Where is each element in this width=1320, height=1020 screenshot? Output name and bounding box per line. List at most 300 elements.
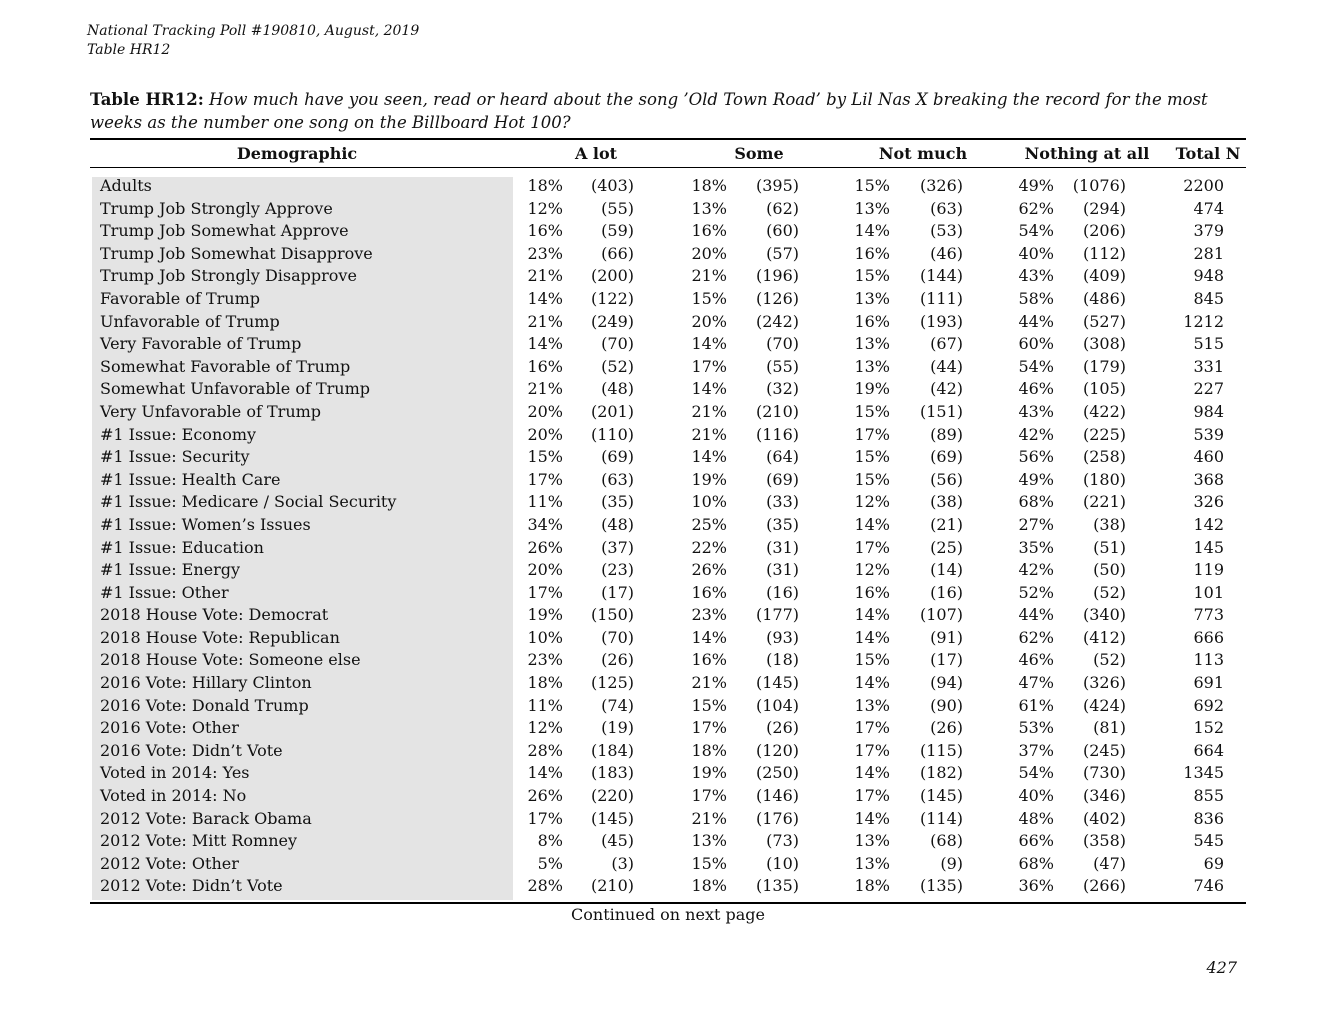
- table-row: [0, 604, 1320, 627]
- table-row: [0, 424, 1320, 447]
- cell-some-pct: 15%: [691, 288, 727, 308]
- cell-some-n: (55): [766, 356, 799, 376]
- cell-not-much-pct: 14%: [854, 605, 890, 625]
- cell-some-n: (126): [755, 288, 799, 308]
- row-label: Very Unfavorable of Trump: [100, 401, 322, 421]
- cell-total-n: 664: [1193, 740, 1224, 760]
- cell-not-much-pct: 13%: [854, 198, 890, 218]
- cell-a-lot-n: (184): [590, 740, 634, 760]
- cell-nothing-pct: 52%: [1018, 582, 1054, 602]
- cell-some-n: (31): [766, 537, 799, 557]
- cell-nothing-n: (412): [1082, 627, 1126, 647]
- cell-some-n: (62): [766, 198, 799, 218]
- caption-question: How much have you seen, read or heard about the song ’Old Town Road’ by Lil Nas X breaking the record for the most weeks as the number one song on the Billboard Hot 100?: [90, 90, 1208, 132]
- cell-nothing-pct: 68%: [1018, 492, 1054, 512]
- cell-total-n: 1345: [1183, 763, 1224, 783]
- row-label: #1 Issue: Economy: [100, 424, 257, 444]
- row-label: 2016 Vote: Donald Trump: [100, 695, 309, 715]
- cell-total-n: 474: [1193, 198, 1224, 218]
- cell-nothing-pct: 35%: [1018, 537, 1054, 557]
- cell-some-pct: 19%: [691, 763, 727, 783]
- cell-nothing-n: (308): [1082, 334, 1126, 354]
- cell-not-much-pct: 13%: [854, 356, 890, 376]
- cell-not-much-n: (193): [919, 311, 963, 331]
- header-rule: [90, 167, 1246, 168]
- cell-not-much-pct: 13%: [854, 695, 890, 715]
- cell-not-much-n: (38): [930, 492, 963, 512]
- cell-a-lot-pct: 16%: [527, 356, 563, 376]
- cell-not-much-n: (42): [930, 379, 963, 399]
- cell-some-n: (395): [755, 176, 799, 195]
- cell-a-lot-n: (403): [590, 176, 634, 195]
- table-row: [0, 175, 1320, 198]
- cell-not-much-pct: 14%: [854, 763, 890, 783]
- cell-a-lot-pct: 5%: [537, 853, 563, 873]
- cell-nothing-pct: 42%: [1018, 424, 1054, 444]
- row-label: Voted in 2014: Yes: [100, 763, 250, 783]
- table-row: [0, 649, 1320, 672]
- continued-note: Continued on next page: [571, 905, 765, 924]
- cell-nothing-pct: 60%: [1018, 334, 1054, 354]
- table-row: [0, 446, 1320, 469]
- cell-a-lot-n: (35): [601, 492, 634, 512]
- cell-total-n: 460: [1193, 447, 1224, 467]
- table-id: Table HR12: [87, 42, 171, 58]
- cell-nothing-pct: 56%: [1018, 447, 1054, 467]
- row-label: Voted in 2014: No: [100, 786, 247, 806]
- cell-a-lot-n: (48): [601, 514, 634, 534]
- cell-a-lot-n: (59): [601, 221, 634, 241]
- cell-not-much-pct: 13%: [854, 334, 890, 354]
- table-row: [0, 311, 1320, 334]
- table-caption: [90, 88, 1240, 134]
- table-row: [0, 717, 1320, 740]
- cell-nothing-n: (424): [1082, 695, 1126, 715]
- cell-not-much-pct: 14%: [854, 221, 890, 241]
- cell-nothing-pct: 49%: [1018, 469, 1054, 489]
- cell-nothing-n: (221): [1082, 492, 1126, 512]
- cell-nothing-n: (340): [1082, 605, 1126, 625]
- cell-total-n: 281: [1193, 243, 1224, 263]
- cell-a-lot-pct: 16%: [527, 221, 563, 241]
- row-label: #1 Issue: Security: [100, 447, 250, 467]
- cell-some-n: (116): [755, 424, 799, 444]
- cell-some-pct: 10%: [691, 492, 727, 512]
- table-row: [0, 762, 1320, 785]
- row-label: Trump Job Somewhat Disapprove: [100, 243, 373, 263]
- cell-nothing-pct: 44%: [1018, 311, 1054, 331]
- cell-not-much-pct: 15%: [854, 650, 890, 670]
- cell-some-pct: 25%: [691, 514, 727, 534]
- cell-nothing-n: (180): [1082, 469, 1126, 489]
- cell-not-much-n: (94): [930, 673, 963, 693]
- cell-total-n: 845: [1193, 288, 1224, 308]
- table-row: [0, 514, 1320, 537]
- cell-not-much-n: (111): [919, 288, 963, 308]
- table-row: [0, 785, 1320, 808]
- row-label: 2016 Vote: Hillary Clinton: [100, 673, 312, 693]
- cell-not-much-pct: 13%: [854, 853, 890, 873]
- cell-some-pct: 16%: [691, 650, 727, 670]
- cell-nothing-n: (179): [1082, 356, 1126, 376]
- row-label: #1 Issue: Women’s Issues: [100, 514, 311, 534]
- cell-nothing-n: (258): [1082, 447, 1126, 467]
- cell-nothing-n: (402): [1082, 808, 1126, 828]
- cell-total-n: 379: [1193, 221, 1224, 241]
- cell-some-n: (196): [755, 266, 799, 286]
- cell-not-much-n: (326): [919, 176, 963, 195]
- cell-a-lot-n: (74): [601, 695, 634, 715]
- row-label: 2012 Vote: Other: [100, 853, 239, 873]
- cell-a-lot-pct: 18%: [527, 673, 563, 693]
- cell-some-pct: 16%: [691, 582, 727, 602]
- cell-some-pct: 18%: [691, 176, 727, 195]
- cell-not-much-n: (9): [940, 853, 963, 873]
- row-label: 2012 Vote: Barack Obama: [100, 808, 312, 828]
- cell-a-lot-pct: 20%: [527, 424, 563, 444]
- cell-nothing-pct: 40%: [1018, 786, 1054, 806]
- row-label: 2012 Vote: Didn’t Vote: [100, 876, 283, 896]
- table-row: [0, 198, 1320, 221]
- cell-not-much-n: (89): [930, 424, 963, 444]
- cell-a-lot-n: (63): [601, 469, 634, 489]
- cell-not-much-n: (46): [930, 243, 963, 263]
- cell-nothing-n: (47): [1093, 853, 1126, 873]
- row-label: #1 Issue: Medicare / Social Security: [100, 492, 397, 512]
- cell-a-lot-pct: 26%: [527, 537, 563, 557]
- cell-not-much-n: (17): [930, 650, 963, 670]
- cell-some-n: (73): [766, 831, 799, 851]
- cell-some-n: (32): [766, 379, 799, 399]
- table-row: [0, 559, 1320, 582]
- cell-nothing-n: (206): [1082, 221, 1126, 241]
- table-row: [0, 220, 1320, 243]
- cell-some-pct: 13%: [691, 831, 727, 851]
- table-row: [0, 288, 1320, 311]
- cell-not-much-n: (53): [930, 221, 963, 241]
- table-row: [0, 582, 1320, 605]
- cell-not-much-n: (115): [919, 740, 963, 760]
- table-row: [0, 537, 1320, 560]
- cell-nothing-n: (346): [1082, 786, 1126, 806]
- cell-a-lot-pct: 21%: [527, 266, 563, 286]
- cell-total-n: 1212: [1183, 311, 1224, 331]
- cell-nothing-pct: 40%: [1018, 243, 1054, 263]
- cell-a-lot-pct: 28%: [527, 876, 563, 896]
- cell-some-pct: 15%: [691, 853, 727, 873]
- cell-a-lot-n: (17): [601, 582, 634, 602]
- column-header-nothing-at-all: Nothing at all: [1024, 144, 1150, 163]
- cell-a-lot-n: (110): [590, 424, 634, 444]
- cell-nothing-pct: 46%: [1018, 650, 1054, 670]
- cell-a-lot-n: (45): [601, 831, 634, 851]
- cell-some-pct: 14%: [691, 447, 727, 467]
- row-label: 2016 Vote: Other: [100, 718, 239, 738]
- cell-not-much-n: (25): [930, 537, 963, 557]
- cell-total-n: 145: [1193, 537, 1224, 557]
- row-label: Trump Job Somewhat Approve: [100, 221, 349, 241]
- cell-a-lot-pct: 17%: [527, 808, 563, 828]
- table-row: [0, 333, 1320, 356]
- cell-some-pct: 18%: [691, 876, 727, 896]
- cell-some-pct: 23%: [691, 605, 727, 625]
- cell-total-n: 666: [1193, 627, 1224, 647]
- cell-nothing-n: (81): [1093, 718, 1126, 738]
- cell-a-lot-pct: 20%: [527, 401, 563, 421]
- cell-not-much-n: (151): [919, 401, 963, 421]
- cell-not-much-n: (26): [930, 718, 963, 738]
- cell-nothing-n: (326): [1082, 673, 1126, 693]
- cell-total-n: 101: [1193, 582, 1224, 602]
- cell-a-lot-pct: 21%: [527, 311, 563, 331]
- cell-nothing-n: (51): [1093, 537, 1126, 557]
- cell-not-much-pct: 19%: [854, 379, 890, 399]
- cell-nothing-n: (245): [1082, 740, 1126, 760]
- table-top-rule: [90, 138, 1246, 140]
- cell-not-much-pct: 17%: [854, 740, 890, 760]
- cell-a-lot-pct: 21%: [527, 379, 563, 399]
- cell-not-much-n: (144): [919, 266, 963, 286]
- table-bottom-rule: [90, 902, 1246, 904]
- cell-nothing-pct: 53%: [1018, 718, 1054, 738]
- caption-label: Table HR12:: [90, 90, 204, 109]
- cell-some-pct: 22%: [691, 537, 727, 557]
- cell-nothing-n: (294): [1082, 198, 1126, 218]
- cell-total-n: 773: [1193, 605, 1224, 625]
- cell-nothing-n: (225): [1082, 424, 1126, 444]
- row-label: Somewhat Favorable of Trump: [100, 356, 351, 376]
- cell-some-n: (60): [766, 221, 799, 241]
- cell-some-n: (10): [766, 853, 799, 873]
- cell-some-n: (210): [755, 401, 799, 421]
- cell-nothing-pct: 42%: [1018, 560, 1054, 580]
- cell-a-lot-n: (23): [601, 560, 634, 580]
- cell-not-much-n: (69): [930, 447, 963, 467]
- column-header-total-n: Total N: [1175, 144, 1241, 163]
- cell-some-n: (177): [755, 605, 799, 625]
- cell-some-n: (35): [766, 514, 799, 534]
- cell-nothing-pct: 48%: [1018, 808, 1054, 828]
- cell-a-lot-n: (201): [590, 401, 634, 421]
- cell-not-much-n: (44): [930, 356, 963, 376]
- cell-not-much-n: (67): [930, 334, 963, 354]
- cell-not-much-n: (16): [930, 582, 963, 602]
- row-label: Unfavorable of Trump: [100, 311, 280, 331]
- row-label: 2012 Vote: Mitt Romney: [100, 831, 298, 851]
- cell-nothing-n: (409): [1082, 266, 1126, 286]
- table-row: [0, 356, 1320, 379]
- cell-some-pct: 14%: [691, 334, 727, 354]
- cell-not-much-pct: 15%: [854, 447, 890, 467]
- cell-total-n: 326: [1193, 492, 1224, 512]
- cell-a-lot-n: (145): [590, 808, 634, 828]
- cell-a-lot-n: (26): [601, 650, 634, 670]
- cell-a-lot-n: (66): [601, 243, 634, 263]
- cell-some-pct: 19%: [691, 469, 727, 489]
- cell-some-n: (57): [766, 243, 799, 263]
- row-label: 2016 Vote: Didn’t Vote: [100, 740, 283, 760]
- cell-not-much-n: (21): [930, 514, 963, 534]
- cell-a-lot-n: (249): [590, 311, 634, 331]
- cell-some-pct: 21%: [691, 401, 727, 421]
- cell-not-much-pct: 14%: [854, 673, 890, 693]
- cell-nothing-pct: 49%: [1018, 176, 1054, 195]
- cell-a-lot-pct: 34%: [527, 514, 563, 534]
- cell-some-pct: 13%: [691, 198, 727, 218]
- cell-not-much-pct: 15%: [854, 469, 890, 489]
- cell-nothing-n: (112): [1082, 243, 1126, 263]
- cell-some-n: (176): [755, 808, 799, 828]
- cell-not-much-pct: 12%: [854, 492, 890, 512]
- cell-some-n: (135): [755, 876, 799, 896]
- cell-nothing-pct: 54%: [1018, 763, 1054, 783]
- cell-a-lot-n: (70): [601, 334, 634, 354]
- cell-not-much-n: (107): [919, 605, 963, 625]
- cell-total-n: 152: [1193, 718, 1224, 738]
- cell-total-n: 331: [1193, 356, 1224, 376]
- cell-some-n: (33): [766, 492, 799, 512]
- cell-some-pct: 21%: [691, 424, 727, 444]
- cell-a-lot-n: (3): [611, 853, 634, 873]
- table-row: [0, 627, 1320, 650]
- table-row: [0, 853, 1320, 876]
- cell-a-lot-pct: 12%: [527, 718, 563, 738]
- cell-total-n: 746: [1193, 876, 1224, 896]
- cell-nothing-pct: 43%: [1018, 266, 1054, 286]
- cell-not-much-pct: 17%: [854, 786, 890, 806]
- cell-some-pct: 20%: [691, 243, 727, 263]
- cell-a-lot-n: (37): [601, 537, 634, 557]
- row-label: 2018 House Vote: Republican: [100, 627, 340, 647]
- cell-nothing-n: (266): [1082, 876, 1126, 896]
- cell-total-n: 515: [1193, 334, 1224, 354]
- cell-a-lot-pct: 14%: [527, 763, 563, 783]
- cell-some-n: (26): [766, 718, 799, 738]
- cell-a-lot-pct: 12%: [527, 198, 563, 218]
- cell-nothing-pct: 62%: [1018, 627, 1054, 647]
- cell-total-n: 836: [1193, 808, 1224, 828]
- cell-some-n: (93): [766, 627, 799, 647]
- cell-not-much-pct: 15%: [854, 266, 890, 286]
- cell-nothing-pct: 37%: [1018, 740, 1054, 760]
- table-row: [0, 469, 1320, 492]
- row-label: #1 Issue: Energy: [100, 560, 241, 580]
- cell-nothing-n: (38): [1093, 514, 1126, 534]
- cell-nothing-n: (1076): [1072, 176, 1126, 195]
- cell-not-much-pct: 15%: [854, 176, 890, 195]
- cell-a-lot-pct: 17%: [527, 582, 563, 602]
- table-row: [0, 265, 1320, 288]
- cell-total-n: 227: [1193, 379, 1224, 399]
- poll-title: National Tracking Poll #190810, August, 2019: [87, 23, 420, 39]
- cell-some-n: (242): [755, 311, 799, 331]
- cell-total-n: 984: [1193, 401, 1224, 421]
- cell-total-n: 142: [1193, 514, 1224, 534]
- cell-not-much-n: (90): [930, 695, 963, 715]
- cell-a-lot-pct: 23%: [527, 650, 563, 670]
- cell-a-lot-pct: 10%: [527, 627, 563, 647]
- cell-nothing-pct: 46%: [1018, 379, 1054, 399]
- cell-a-lot-n: (48): [601, 379, 634, 399]
- cell-not-much-n: (91): [930, 627, 963, 647]
- cell-nothing-n: (527): [1082, 311, 1126, 331]
- cell-a-lot-pct: 15%: [527, 447, 563, 467]
- cell-not-much-pct: 14%: [854, 808, 890, 828]
- cell-not-much-n: (145): [919, 786, 963, 806]
- column-header-a-lot: A lot: [574, 144, 618, 163]
- row-label: Favorable of Trump: [100, 288, 261, 308]
- cell-some-n: (104): [755, 695, 799, 715]
- cell-some-pct: 21%: [691, 673, 727, 693]
- cell-total-n: 539: [1193, 424, 1224, 444]
- cell-not-much-pct: 16%: [854, 243, 890, 263]
- cell-not-much-pct: 15%: [854, 401, 890, 421]
- cell-some-n: (70): [766, 334, 799, 354]
- cell-nothing-pct: 62%: [1018, 198, 1054, 218]
- cell-nothing-n: (422): [1082, 401, 1126, 421]
- cell-a-lot-pct: 23%: [527, 243, 563, 263]
- cell-not-much-pct: 18%: [854, 876, 890, 896]
- cell-total-n: 948: [1193, 266, 1224, 286]
- cell-not-much-n: (56): [930, 469, 963, 489]
- cell-some-n: (145): [755, 673, 799, 693]
- column-header-demographic: Demographic: [236, 144, 358, 163]
- cell-some-n: (31): [766, 560, 799, 580]
- cell-a-lot-n: (200): [590, 266, 634, 286]
- cell-nothing-n: (52): [1093, 650, 1126, 670]
- cell-nothing-n: (486): [1082, 288, 1126, 308]
- cell-a-lot-n: (125): [590, 673, 634, 693]
- cell-nothing-pct: 54%: [1018, 221, 1054, 241]
- cell-total-n: 691: [1193, 673, 1224, 693]
- cell-nothing-n: (50): [1093, 560, 1126, 580]
- cell-some-pct: 17%: [691, 786, 727, 806]
- cell-nothing-pct: 58%: [1018, 288, 1054, 308]
- cell-nothing-pct: 66%: [1018, 831, 1054, 851]
- cell-a-lot-pct: 20%: [527, 560, 563, 580]
- cell-total-n: 368: [1193, 469, 1224, 489]
- cell-some-pct: 14%: [691, 627, 727, 647]
- cell-nothing-n: (105): [1082, 379, 1126, 399]
- cell-not-much-pct: 14%: [854, 627, 890, 647]
- cell-a-lot-n: (220): [590, 786, 634, 806]
- row-label: 2018 House Vote: Democrat: [100, 605, 329, 625]
- column-header-some: Some: [734, 144, 784, 163]
- cell-total-n: 119: [1193, 560, 1224, 580]
- cell-not-much-pct: 12%: [854, 560, 890, 580]
- cell-not-much-n: (135): [919, 876, 963, 896]
- cell-some-n: (69): [766, 469, 799, 489]
- table-row: [0, 672, 1320, 695]
- row-label: Adults: [100, 176, 152, 195]
- table-row: [0, 830, 1320, 853]
- cell-some-pct: 20%: [691, 311, 727, 331]
- table-body: [0, 175, 1320, 898]
- cell-nothing-n: (730): [1082, 763, 1126, 783]
- cell-not-much-pct: 17%: [854, 537, 890, 557]
- cell-nothing-pct: 61%: [1018, 695, 1054, 715]
- cell-a-lot-n: (210): [590, 876, 634, 896]
- cell-nothing-pct: 44%: [1018, 605, 1054, 625]
- cell-total-n: 69: [1203, 853, 1224, 873]
- cell-not-much-pct: 16%: [854, 311, 890, 331]
- table-row: [0, 378, 1320, 401]
- cell-some-pct: 16%: [691, 221, 727, 241]
- cell-a-lot-pct: 11%: [527, 695, 563, 715]
- table-row: [0, 740, 1320, 763]
- cell-a-lot-n: (69): [601, 447, 634, 467]
- cell-not-much-pct: 16%: [854, 582, 890, 602]
